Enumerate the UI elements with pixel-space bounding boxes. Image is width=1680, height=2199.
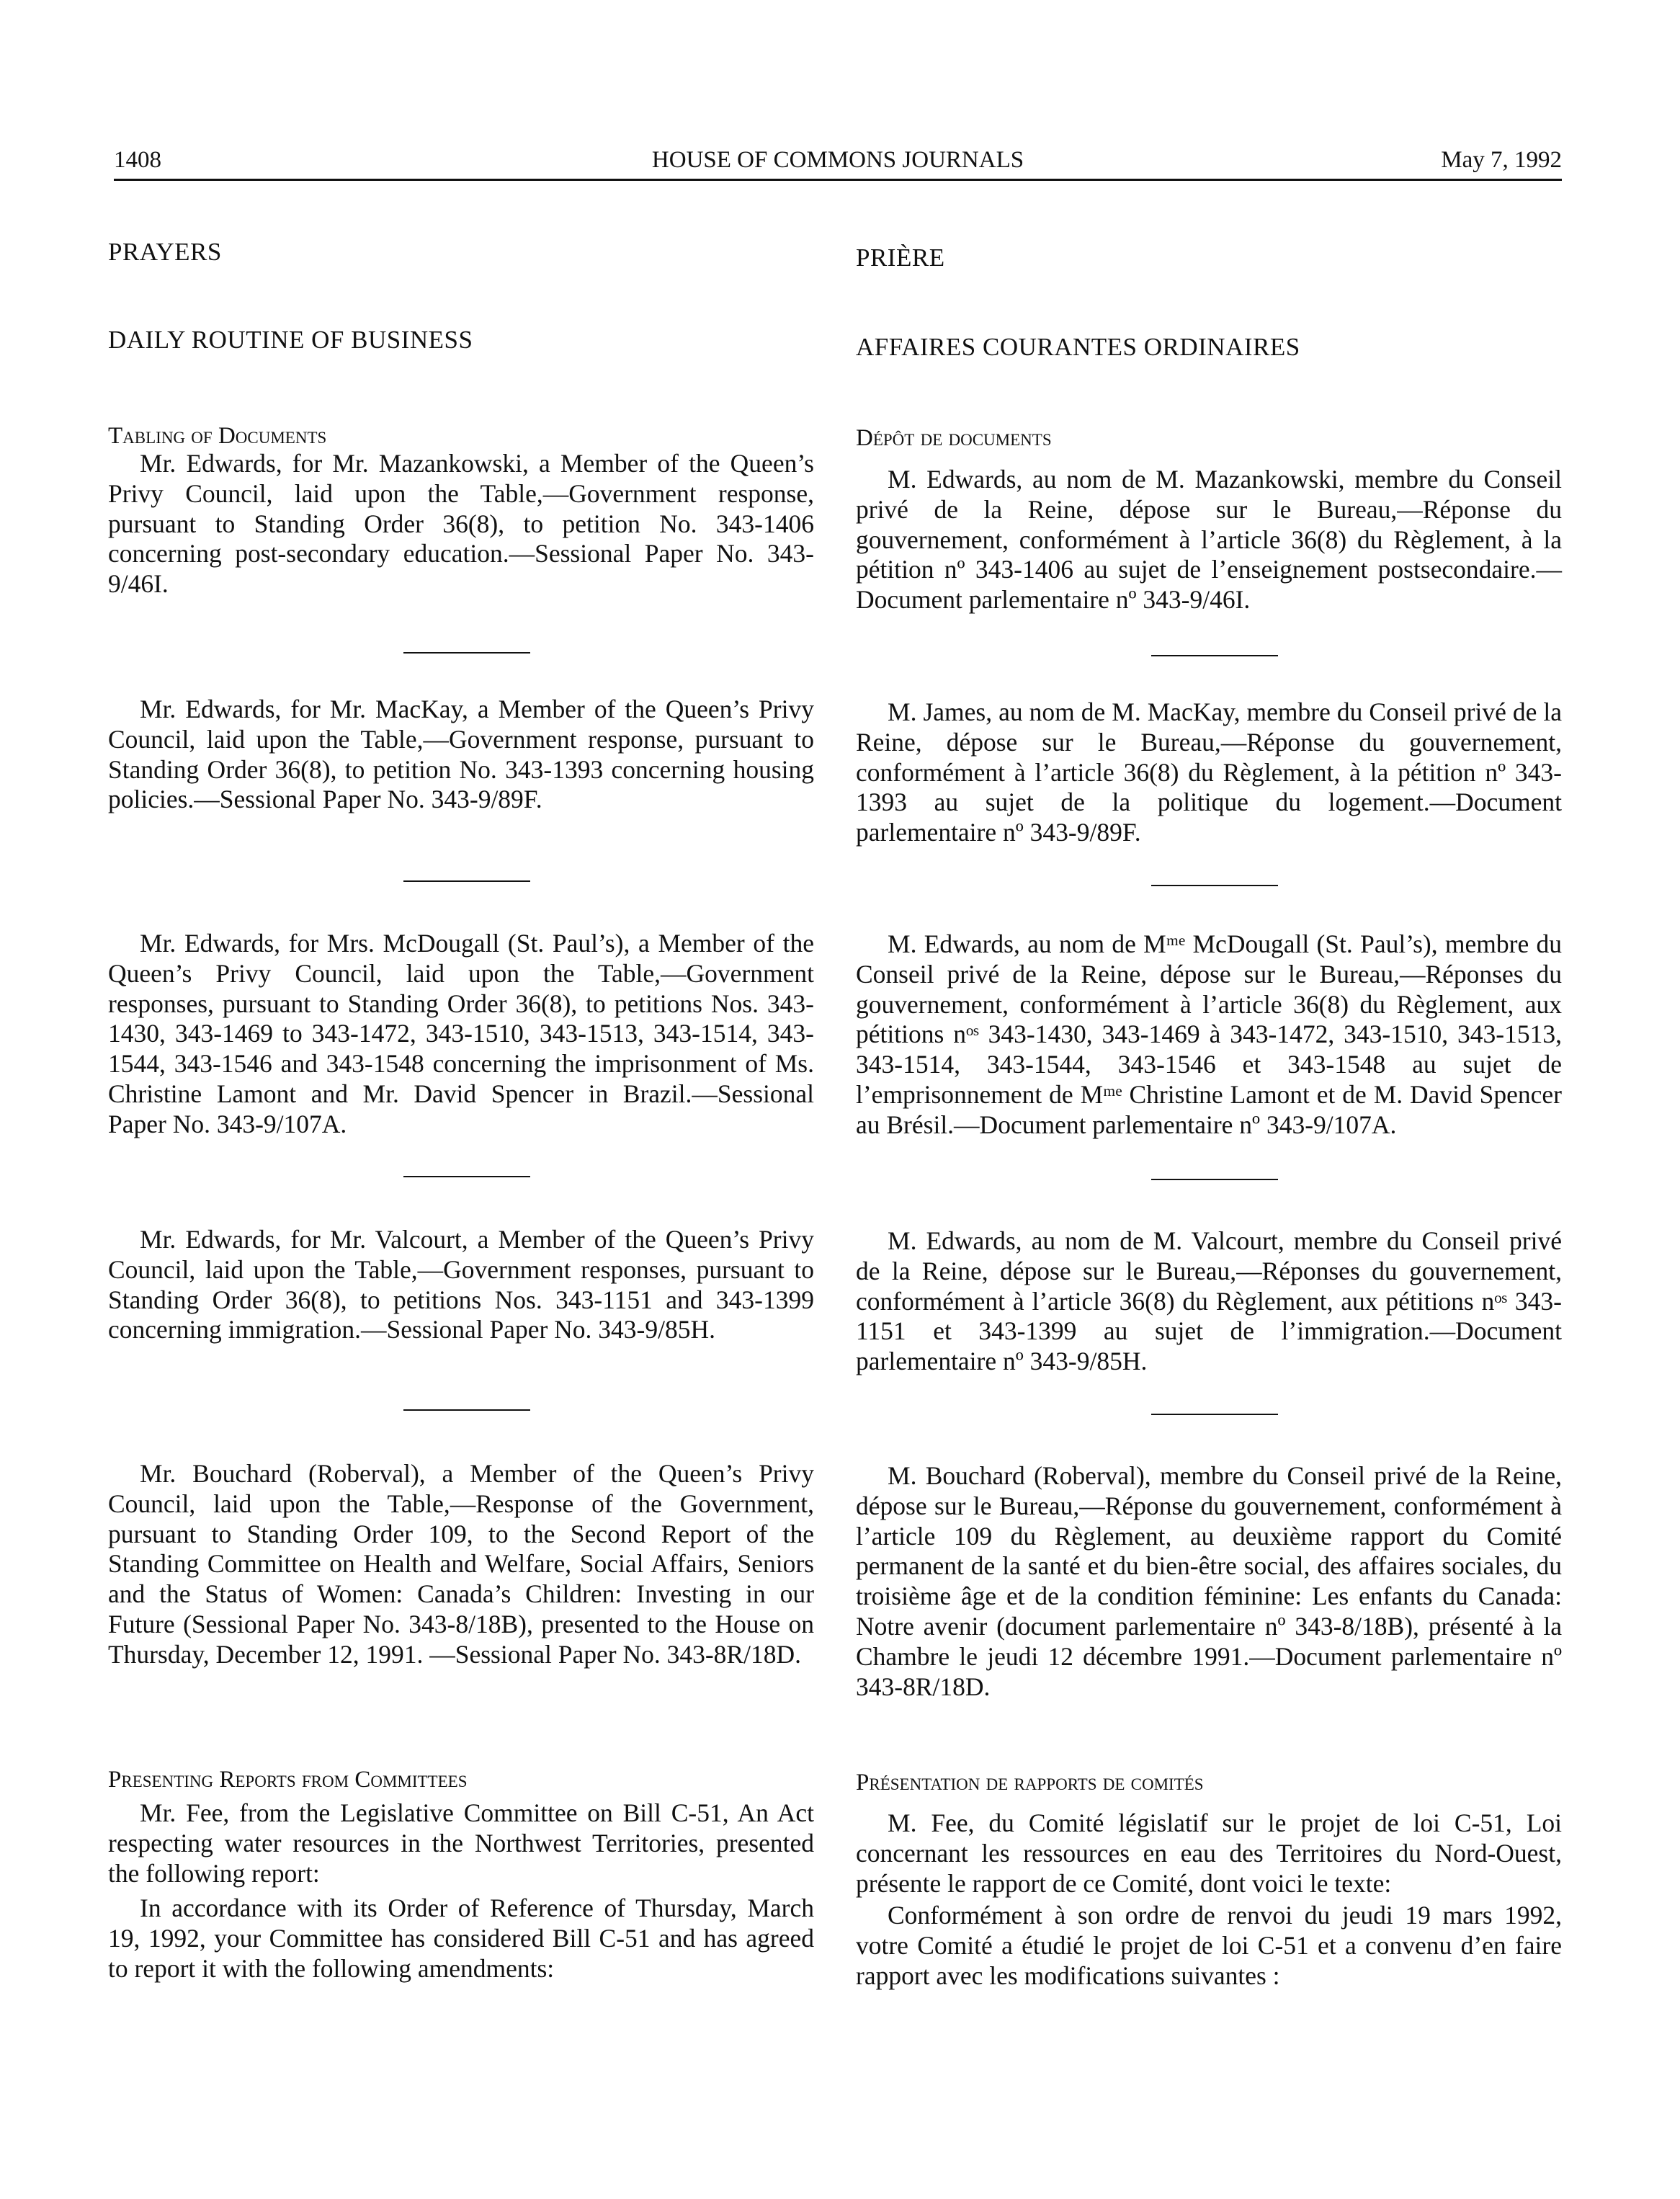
section-divider bbox=[403, 880, 530, 882]
page-date: May 7, 1992 bbox=[1441, 147, 1562, 173]
tabling-item-fr: M. Edwards, au nom de Mᵐᵉ McDougall (St. Paul’s), membre du Conseil privé de la Reine, dépose sur le Bureau,—Réponses du gouvernement, conformément à l’article 36(8) du Règlement, aux pétitions nᵒˢ 343-1430, 343-1469 à 343-1472, 343-1510, 343-1513, 343-1514, 343-1544, 343-1546 et 343-1548 au sujet de l’emprisonnement de Mᵐᵉ Christine Lamont et de M. David Spencer au Brésil.—Document parlementaire nº 343-9/107A. bbox=[856, 929, 1562, 1139]
committee-report-text-fr: Conformément à son ordre de renvoi du jeudi 19 mars 1992, votre Comité a étudié le projet de loi C-51 et a convenu d’en faire rapport avec les modifications suivantes : bbox=[856, 1901, 1562, 1990]
section-divider bbox=[1151, 1414, 1278, 1415]
tabling-item: Mr. Edwards, for Mr. Valcourt, a Member of the Queen’s Privy Council, laid upon the Table,—Government responses, pursuant to Standing Order 36(8), to petitions Nos. 343-1151 and 343-1399 concerning immigration.—Sessional Paper No. 343-9/85H. bbox=[108, 1225, 814, 1344]
committee-report-text: In accordance with its Order of Reference of Thursday, March 19, 1992, your Committee has considered Bill C-51 and has agreed to report it with the following amendments: bbox=[108, 1894, 814, 1983]
section-divider bbox=[403, 1176, 530, 1177]
tabling-item-fr: M. Edwards, au nom de M. Mazankowski, membre du Conseil privé de la Reine, dépose sur le Bureau,—Réponse du gouvernement, conformément à l’article 36(8) du Règlement, à la pétition nº 343-1406 au sujet de l’enseignement postsecondaire.—Document parlementaire nº 343-9/46I. bbox=[856, 465, 1562, 615]
tabling-item-fr: M. Edwards, au nom de M. Valcourt, membre du Conseil privé de la Reine, dépose sur le Bureau,—Réponses du gouvernement, conformément à l’article 36(8) du Règlement, aux pétitions nᵒˢ 343-1151 et 343-1399 au sujet de l’immigration.—Document parlementaire nº 343-9/85H. bbox=[856, 1226, 1562, 1376]
section-divider bbox=[403, 1409, 530, 1411]
tabling-heading: Tabling of Documents bbox=[108, 423, 327, 449]
committee-report-intro: Mr. Fee, from the Legislative Committee on Bill C-51, An Act respecting water resources in the Northwest Territories, presented the following report: bbox=[108, 1798, 814, 1888]
page-number: 1408 bbox=[114, 147, 161, 173]
tabling-item-fr: M. Bouchard (Roberval), membre du Conseil privé de la Reine, dépose sur le Bureau,—Réponse du gouvernement, conformément à l’article 109 du Règlement, au deuxième rapport du Comité permanent de la santé et du bien-être social, des affaires sociales, du troisième âge et de la condition féminine: Les enfants du Canada: Notre avenir (document parlementaire nº 343-8/18B), présenté à la Chambre le jeudi 12 décembre 1991.—Document parlementaire nº 343-8R/18D. bbox=[856, 1461, 1562, 1701]
section-divider bbox=[1151, 655, 1278, 656]
journal-title: HOUSE OF COMMONS JOURNALS bbox=[651, 147, 1024, 173]
tabling-item-fr: M. James, au nom de M. MacKay, membre du Conseil privé de la Reine, dépose sur le Bureau,—Réponse du gouvernement, conformément à l’article 36(8) du Règlement, à la pétition nº 343-1393 au sujet de la politique du logement.—Document parlementaire nº 343-9/89F. bbox=[856, 697, 1562, 847]
english-column bbox=[108, 0, 814, 2199]
tabling-item: Mr. Bouchard (Roberval), a Member of the Queen’s Privy Council, laid upon the Table,—Response of the Government, pursuant to Standing Order 109, to the Second Report of the Standing Committee on Health and Welfare, Social Affairs, Seniors and the Status of Women: Canada’s Children: Investing in our Future (Sessional Paper No. 343-8/18B), presented to the House on Thursday, December 12, 1991. —Sessional Paper No. 343-8R/18D. bbox=[108, 1459, 814, 1669]
section-divider bbox=[1151, 885, 1278, 886]
section-divider bbox=[1151, 1179, 1278, 1180]
prayers-heading: PRAYERS bbox=[108, 238, 222, 266]
tabling-item: Mr. Edwards, for Mr. Mazankowski, a Member of the Queen’s Privy Council, laid upon the Table,—Government response, pursuant to Standing Order 36(8), to petition No. 343-1406 concerning post-secondary education.—Sessional Paper No. 343-9/46I. bbox=[108, 449, 814, 599]
committee-report-intro-fr: M. Fee, du Comité législatif sur le projet de loi C-51, Loi concernant les ressources en eau des Territoires du Nord-Ouest, présente le rapport de ce Comité, dont voici le texte: bbox=[856, 1808, 1562, 1898]
routine-heading: DAILY ROUTINE OF BUSINESS bbox=[108, 326, 473, 354]
committees-heading-fr: Présentation de rapports de comités bbox=[856, 1770, 1204, 1796]
french-column bbox=[856, 0, 1562, 2199]
tabling-item: Mr. Edwards, for Mrs. McDougall (St. Paul’s), a Member of the Queen’s Privy Council, laid upon the Table,—Government responses, pursuant to Standing Order 36(8), to petitions Nos. 343-1430, 343-1469 to 343-1472, 343-1510, 343-1513, 343-1514, 343-1544, 343-1546 and 343-1548 concerning the imprisonment of Ms. Christine Lamont and Mr. David Spencer in Brazil.—Sessional Paper No. 343-9/107A. bbox=[108, 929, 814, 1138]
prayers-heading-fr: PRIÈRE bbox=[856, 244, 945, 272]
routine-heading-fr: AFFAIRES COURANTES ORDINAIRES bbox=[856, 333, 1300, 361]
committees-heading: Presenting Reports from Committees bbox=[108, 1767, 468, 1793]
section-divider bbox=[403, 652, 530, 654]
tabling-heading-fr: Dépôt de documents bbox=[856, 425, 1052, 451]
tabling-item: Mr. Edwards, for Mr. MacKay, a Member of the Queen’s Privy Council, laid upon the Table,—Government response, pursuant to Standing Order 36(8), to petition No. 343-1393 concerning housing policies.—Sessional Paper No. 343-9/89F. bbox=[108, 695, 814, 814]
